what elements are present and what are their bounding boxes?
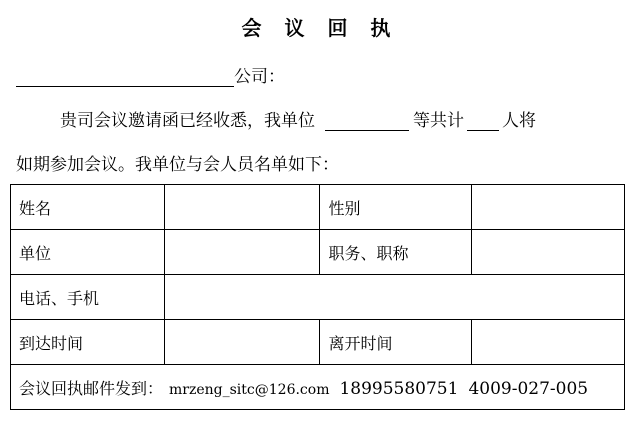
reply-label: 会议回执邮件发到：	[19, 378, 164, 398]
reply-contact	[11, 365, 625, 410]
unit-field[interactable]	[164, 230, 320, 275]
table-row	[11, 230, 625, 275]
arrival-time-field[interactable]	[164, 320, 320, 365]
table-row	[11, 365, 625, 410]
name-label: 姓名	[11, 185, 165, 230]
name-field[interactable]	[164, 185, 320, 230]
invitation-text-b: 等共计	[413, 111, 464, 131]
arrival-time-label: 到达时间	[11, 320, 165, 365]
phone-field[interactable]	[164, 275, 624, 320]
phone-label: 电话、手机	[11, 275, 165, 320]
table-row	[11, 185, 625, 230]
company-line	[16, 62, 285, 87]
participants-blank[interactable]	[325, 112, 409, 131]
invitation-text-c: 人将	[502, 111, 536, 131]
document-title: 会 议 回 执	[241, 16, 399, 40]
attendee-table	[10, 184, 625, 410]
position-label: 职务、职称	[320, 230, 472, 275]
company-suffix: 公司：	[234, 67, 285, 87]
table-row	[11, 320, 625, 365]
position-field[interactable]	[472, 230, 625, 275]
invitation-text-a: 贵司会议邀请函已经收悉，我单位	[60, 111, 315, 131]
departure-time-label: 离开时间	[320, 320, 472, 365]
gender-label: 性别	[320, 185, 472, 230]
invitation-line	[60, 106, 536, 131]
gender-field[interactable]	[472, 185, 625, 230]
departure-time-field[interactable]	[472, 320, 625, 365]
company-name-blank[interactable]	[16, 68, 234, 87]
table-row	[11, 275, 625, 320]
count-blank[interactable]	[467, 112, 499, 131]
reply-phone-2: 4009-027-005	[468, 378, 589, 399]
attendance-line: 如期参加会议。我单位与会人员名单如下：	[16, 155, 339, 175]
reply-phone-1: 18995580751	[339, 378, 459, 399]
reply-email: mrzeng_sitc@126.com	[169, 381, 330, 398]
unit-label: 单位	[11, 230, 165, 275]
